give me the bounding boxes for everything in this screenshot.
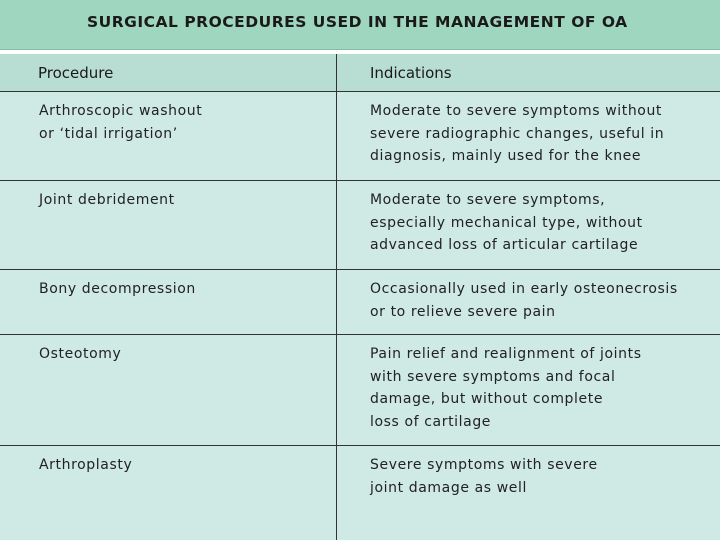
procedure-text-line: Joint debridement	[39, 192, 175, 208]
column-divider	[336, 54, 337, 540]
procedure-text-line: Osteotomy	[39, 346, 122, 362]
procedure-cell	[39, 343, 121, 366]
procedure-text-line: or ‘tidal irrigation’	[39, 125, 178, 142]
indications-cell	[370, 189, 643, 257]
column-header-indications: Indications	[370, 64, 452, 82]
column-header-procedure: Procedure	[38, 64, 114, 82]
indications-text-line: loss of cartilage	[370, 413, 492, 430]
procedures-table	[0, 54, 720, 540]
indications-cell	[370, 343, 642, 433]
procedure-cell	[39, 189, 175, 212]
indications-cell	[370, 100, 664, 168]
indications-text-line: diagnosis, mainly used for the knee	[370, 148, 642, 164]
procedure-text-line: Arthroplasty	[39, 457, 133, 473]
indications-text-line: Pain relief and realignment of joints	[370, 346, 642, 362]
table-row	[0, 446, 720, 540]
title-bar	[0, 0, 720, 50]
indications-text-line: with severe symptoms and focal	[370, 368, 616, 385]
table-row	[0, 270, 720, 335]
table-row	[0, 181, 720, 270]
procedure-cell	[39, 278, 196, 301]
table-row	[0, 92, 720, 181]
indications-text-line: damage, but without complete	[370, 391, 604, 407]
indications-text-line: Moderate to severe symptoms,	[370, 192, 606, 208]
table-row	[0, 335, 720, 446]
procedure-cell	[39, 100, 202, 145]
procedure-text-line: Arthroscopic washout	[39, 103, 203, 119]
indications-text-line: severe radiographic changes, useful in	[370, 125, 665, 142]
table-title: SURGICAL PROCEDURES USED IN THE MANAGEMENT OF OA	[87, 13, 628, 31]
indications-text-line: Severe symptoms with severe	[370, 457, 598, 473]
indications-text-line: joint damage as well	[370, 479, 527, 496]
procedure-text-line: Bony decompression	[39, 281, 196, 297]
indications-text-line: Moderate to severe symptoms without	[370, 103, 663, 119]
indications-text-line: or to relieve severe pain	[370, 303, 556, 320]
procedure-cell	[39, 454, 132, 477]
indications-text-line: Occasionally used in early osteonecrosis	[370, 281, 678, 297]
indications-text-line: especially mechanical type, without	[370, 214, 643, 231]
indications-cell	[370, 278, 678, 323]
indications-cell	[370, 454, 598, 499]
indications-text-line: advanced loss of articular cartilage	[370, 237, 639, 253]
table-header-row	[0, 54, 720, 92]
